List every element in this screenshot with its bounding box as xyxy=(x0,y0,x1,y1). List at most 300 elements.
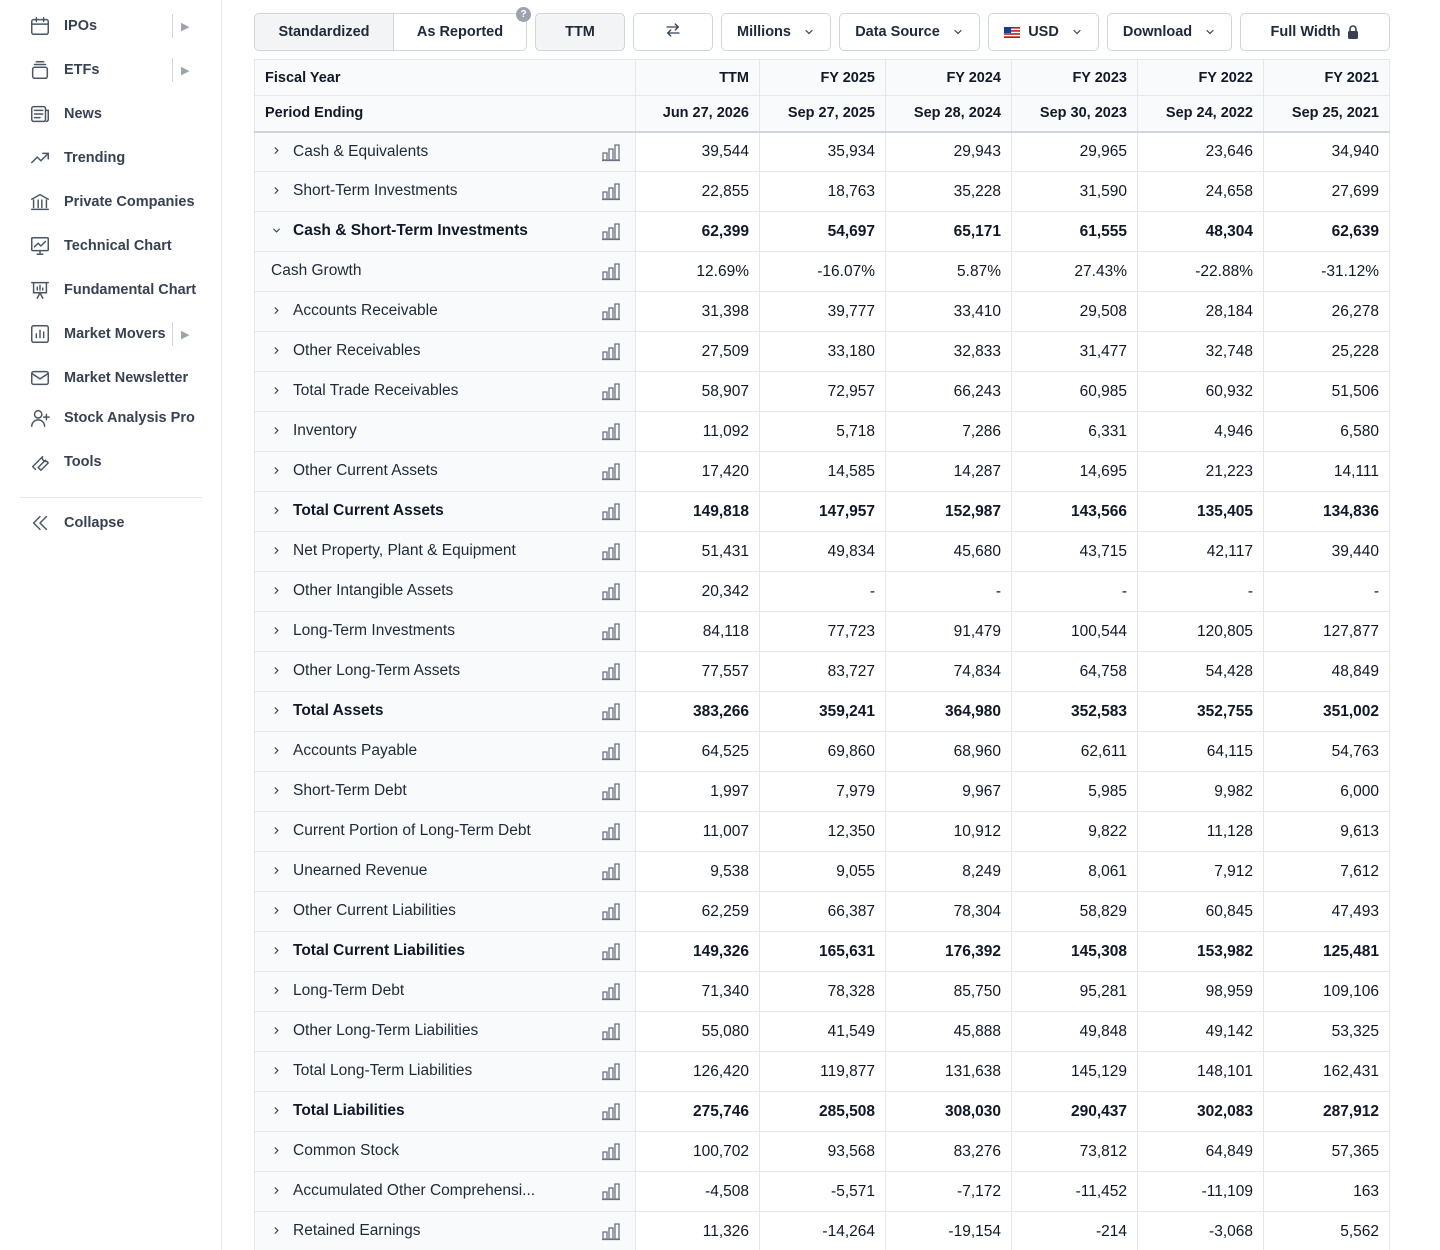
sidebar-item-label: Technical Chart xyxy=(64,238,172,254)
fiscal-year-header: Fiscal Year xyxy=(255,60,636,96)
collapse-label: Collapse xyxy=(64,515,125,531)
help-icon[interactable]: ? xyxy=(516,7,531,22)
row-label: Unearned Revenue xyxy=(293,862,428,880)
units-label: Millions xyxy=(737,24,791,40)
row-label-cell[interactable] xyxy=(255,1092,636,1132)
bar-chart-icon[interactable] xyxy=(601,583,621,601)
row-label-cell[interactable] xyxy=(255,572,636,612)
bar-chart-icon[interactable] xyxy=(601,1143,621,1161)
value-cell: 66,387 xyxy=(760,892,886,932)
chevron-right-icon[interactable] xyxy=(271,944,293,959)
value-cell: 275,746 xyxy=(636,1092,760,1132)
value-cell: 32,748 xyxy=(1138,332,1264,372)
table-row xyxy=(255,372,1390,412)
value-cell: 49,834 xyxy=(760,532,886,572)
row-label: Short-Term Debt xyxy=(293,782,407,800)
row-label-cell[interactable] xyxy=(255,172,636,212)
table-row xyxy=(255,692,1390,732)
value-cell: -3,068 xyxy=(1138,1212,1264,1250)
sidebar-item-label: Fundamental Chart xyxy=(64,282,197,298)
row-label: Total Current Assets xyxy=(293,502,444,520)
chevron-down-icon xyxy=(803,26,815,38)
row-label-cell[interactable] xyxy=(255,1132,636,1172)
bar-chart-icon[interactable] xyxy=(601,903,621,921)
value-cell: 65,171 xyxy=(886,212,1012,252)
value-cell: 64,849 xyxy=(1138,1132,1264,1172)
bar-chart-icon[interactable] xyxy=(601,1223,621,1241)
row-label: Other Intangible Assets xyxy=(293,582,454,600)
chevron-right-icon[interactable] xyxy=(271,1104,293,1119)
currency-dropdown[interactable] xyxy=(988,13,1099,51)
value-cell: 27.43% xyxy=(1012,252,1138,292)
value-cell: - xyxy=(1138,572,1264,612)
data-source-label: Data Source xyxy=(855,24,940,40)
chevron-right-icon[interactable] xyxy=(271,464,293,479)
sidebar-item-news[interactable] xyxy=(28,100,198,128)
value-cell: 42,117 xyxy=(1138,532,1264,572)
value-cell: 9,538 xyxy=(636,852,760,892)
value-cell: 64,115 xyxy=(1138,732,1264,772)
row-label-cell[interactable] xyxy=(255,1172,636,1212)
sidebar-item-label: IPOs xyxy=(64,18,98,34)
row-label: Total Long-Term Liabilities xyxy=(293,1062,473,1080)
value-cell: 93,568 xyxy=(760,1132,886,1172)
wrench-icon xyxy=(28,450,52,474)
value-cell: - xyxy=(886,572,1012,612)
value-cell: 24,658 xyxy=(1138,172,1264,212)
bar-chart-icon[interactable] xyxy=(601,423,621,441)
value-cell: 32,833 xyxy=(886,332,1012,372)
value-cell: 71,340 xyxy=(636,972,760,1012)
row-label-cell[interactable] xyxy=(255,132,636,172)
value-cell: 77,557 xyxy=(636,652,760,692)
table-row xyxy=(255,1132,1390,1172)
value-cell: -4,508 xyxy=(636,1172,760,1212)
sidebar-item-label: Market Newsletter xyxy=(64,370,189,386)
sidebar-item-stock-analysis-pro[interactable] xyxy=(28,404,198,432)
chevron-right-icon[interactable] xyxy=(271,1064,293,1079)
row-label-cell[interactable] xyxy=(255,892,636,932)
value-cell: 78,304 xyxy=(886,892,1012,932)
sidebar-item-technical-chart[interactable] xyxy=(28,232,198,260)
sidebar-item-market-newsletter[interactable] xyxy=(28,364,198,392)
value-cell: 163 xyxy=(1264,1172,1390,1212)
value-cell: 69,860 xyxy=(760,732,886,772)
row-label: Other Long-Term Assets xyxy=(293,662,461,680)
row-label: Short-Term Investments xyxy=(293,182,458,200)
chevron-right-icon[interactable] xyxy=(271,584,293,599)
value-cell: 109,106 xyxy=(1264,972,1390,1012)
sidebar-item-private-companies[interactable] xyxy=(28,188,198,216)
value-cell: - xyxy=(760,572,886,612)
value-cell: 302,083 xyxy=(1138,1092,1264,1132)
bar-chart-icon[interactable] xyxy=(601,1023,621,1041)
chevron-right-icon[interactable] xyxy=(271,984,293,999)
value-cell: 54,763 xyxy=(1264,732,1390,772)
mail-icon xyxy=(28,366,52,390)
row-label: Accumulated Other Comprehensi... xyxy=(293,1182,536,1200)
standardized-button[interactable]: Standardized xyxy=(255,14,394,50)
value-cell: -31.12% xyxy=(1264,252,1390,292)
value-cell: 6,580 xyxy=(1264,412,1390,452)
as-reported-button[interactable]: As Reported xyxy=(416,24,504,40)
table-row xyxy=(255,612,1390,652)
expand-arrow-icon[interactable]: ▶ xyxy=(172,322,189,346)
value-cell: 33,180 xyxy=(760,332,886,372)
sidebar-item-label: Stock Analysis Pro xyxy=(64,410,195,426)
chevron-right-icon[interactable] xyxy=(271,144,293,159)
chevron-right-icon[interactable] xyxy=(271,824,293,839)
value-cell: 5,985 xyxy=(1012,772,1138,812)
column-header-fy: FY 2025 xyxy=(760,60,886,96)
value-cell: 23,646 xyxy=(1138,132,1264,172)
value-cell: 48,304 xyxy=(1138,212,1264,252)
bar-chart-icon[interactable] xyxy=(601,743,621,761)
ttm-button[interactable]: TTM xyxy=(535,13,625,51)
value-cell: 58,829 xyxy=(1012,892,1138,932)
value-cell: 149,326 xyxy=(636,932,760,972)
chevron-right-icon[interactable] xyxy=(271,384,293,399)
value-cell: 14,585 xyxy=(760,452,886,492)
value-cell: 135,405 xyxy=(1138,492,1264,532)
value-cell: 35,228 xyxy=(886,172,1012,212)
value-cell: 7,979 xyxy=(760,772,886,812)
sidebar-item-label: Trending xyxy=(64,150,126,166)
value-cell: 29,965 xyxy=(1012,132,1138,172)
value-cell: 12,350 xyxy=(760,812,886,852)
table-row xyxy=(255,1172,1390,1212)
column-header-period: Sep 30, 2023 xyxy=(1012,96,1138,132)
value-cell: 49,142 xyxy=(1138,1012,1264,1052)
row-label: Accounts Payable xyxy=(293,742,418,760)
chevron-right-icon[interactable] xyxy=(271,864,293,879)
value-cell: 285,508 xyxy=(760,1092,886,1132)
row-label-cell[interactable] xyxy=(255,452,636,492)
data-source-dropdown[interactable] xyxy=(839,13,980,51)
chevron-right-icon[interactable] xyxy=(271,744,293,759)
chevron-right-icon[interactable] xyxy=(271,624,293,639)
value-cell: 351,002 xyxy=(1264,692,1390,732)
statement-type-toggle xyxy=(254,13,527,51)
table-row xyxy=(255,972,1390,1012)
chevron-right-icon[interactable] xyxy=(271,344,293,359)
value-cell: 134,836 xyxy=(1264,492,1390,532)
value-cell: 85,750 xyxy=(886,972,1012,1012)
value-cell: -7,172 xyxy=(886,1172,1012,1212)
value-cell: 25,228 xyxy=(1264,332,1390,372)
row-label-cell[interactable] xyxy=(255,1012,636,1052)
value-cell: 45,888 xyxy=(886,1012,1012,1052)
bar-chart-icon[interactable] xyxy=(601,943,621,961)
value-cell: 51,506 xyxy=(1264,372,1390,412)
swap-arrows-icon xyxy=(664,21,682,43)
row-label-cell[interactable] xyxy=(255,212,636,252)
row-label-cell[interactable] xyxy=(255,732,636,772)
column-header-fy: TTM xyxy=(636,60,760,96)
value-cell: 39,440 xyxy=(1264,532,1390,572)
expand-arrow-icon[interactable]: ▶ xyxy=(172,14,189,38)
value-cell: 31,477 xyxy=(1012,332,1138,372)
value-cell: -11,452 xyxy=(1012,1172,1138,1212)
chevron-right-icon[interactable] xyxy=(271,784,293,799)
bar-chart-icon[interactable] xyxy=(601,383,621,401)
sidebar-item-label: Tools xyxy=(64,454,102,470)
units-dropdown[interactable] xyxy=(721,13,831,51)
row-label: Inventory xyxy=(293,422,357,440)
value-cell: 352,583 xyxy=(1012,692,1138,732)
value-cell: 64,525 xyxy=(636,732,760,772)
table-row xyxy=(255,572,1390,612)
value-cell: 14,287 xyxy=(886,452,1012,492)
full-width-label: Full Width xyxy=(1270,24,1341,40)
chevron-right-icon[interactable] xyxy=(271,1224,293,1239)
bar-chart-icon[interactable] xyxy=(601,623,621,641)
value-cell: 29,508 xyxy=(1012,292,1138,332)
value-cell: 7,286 xyxy=(886,412,1012,452)
chevron-right-icon[interactable] xyxy=(271,1144,293,1159)
value-cell: 9,967 xyxy=(886,772,1012,812)
row-label-cell[interactable] xyxy=(255,412,636,452)
value-cell: 7,612 xyxy=(1264,852,1390,892)
value-cell: 9,822 xyxy=(1012,812,1138,852)
row-label-cell[interactable] xyxy=(255,932,636,972)
row-label-cell[interactable] xyxy=(255,972,636,1012)
bar-chart-icon[interactable] xyxy=(601,783,621,801)
bar-chart-icon[interactable] xyxy=(601,983,621,1001)
bar-chart-icon xyxy=(28,322,52,346)
currency-label: USD xyxy=(1028,24,1059,40)
sidebar-item-tools[interactable] xyxy=(28,448,198,476)
table-row xyxy=(255,892,1390,932)
value-cell: -14,264 xyxy=(760,1212,886,1250)
chevron-right-icon[interactable] xyxy=(271,184,293,199)
value-cell: 147,957 xyxy=(760,492,886,532)
value-cell: 20,342 xyxy=(636,572,760,612)
bar-chart-icon[interactable] xyxy=(601,1063,621,1081)
bar-chart-icon[interactable] xyxy=(601,1103,621,1121)
value-cell: 41,549 xyxy=(760,1012,886,1052)
value-cell: 61,555 xyxy=(1012,212,1138,252)
user-plus-icon xyxy=(28,406,52,430)
chevron-down-icon[interactable] xyxy=(271,224,293,239)
value-cell: 6,000 xyxy=(1264,772,1390,812)
value-cell: 153,982 xyxy=(1138,932,1264,972)
value-cell: 5,562 xyxy=(1264,1212,1390,1250)
bar-chart-icon[interactable] xyxy=(601,144,621,162)
chevron-right-icon[interactable] xyxy=(271,904,293,919)
value-cell: 72,957 xyxy=(760,372,886,412)
value-cell: 364,980 xyxy=(886,692,1012,732)
row-label: Total Trade Receivables xyxy=(293,382,459,400)
value-cell: 176,392 xyxy=(886,932,1012,972)
table-row xyxy=(255,292,1390,332)
row-label: Long-Term Debt xyxy=(293,982,405,1000)
value-cell: 84,118 xyxy=(636,612,760,652)
row-label: Other Receivables xyxy=(293,342,421,360)
value-cell: 162,431 xyxy=(1264,1052,1390,1092)
value-cell: 100,544 xyxy=(1012,612,1138,652)
value-cell: 287,912 xyxy=(1264,1092,1390,1132)
full-width-button[interactable] xyxy=(1240,13,1390,51)
table-row xyxy=(255,932,1390,972)
value-cell: 125,481 xyxy=(1264,932,1390,972)
table-row xyxy=(255,412,1390,452)
bar-chart-icon[interactable] xyxy=(601,223,621,241)
value-cell: 100,702 xyxy=(636,1132,760,1172)
value-cell: 83,727 xyxy=(760,652,886,692)
chevron-right-icon[interactable] xyxy=(271,544,293,559)
table-row xyxy=(255,1012,1390,1052)
row-label-cell[interactable] xyxy=(255,852,636,892)
expand-arrow-icon[interactable]: ▶ xyxy=(172,58,189,82)
value-cell: 57,365 xyxy=(1264,1132,1390,1172)
row-label: Total Assets xyxy=(293,702,384,720)
row-label-cell[interactable] xyxy=(255,292,636,332)
stack-icon xyxy=(28,58,52,82)
column-header-period: Sep 25, 2021 xyxy=(1264,96,1390,132)
double-chevron-left-icon xyxy=(28,511,52,535)
value-cell: 352,755 xyxy=(1138,692,1264,732)
bar-chart-icon[interactable] xyxy=(601,663,621,681)
line-chart-icon xyxy=(28,234,52,258)
chevron-right-icon[interactable] xyxy=(271,424,293,439)
value-cell: 54,697 xyxy=(760,212,886,252)
row-label-cell[interactable] xyxy=(255,652,636,692)
column-header-fy: FY 2022 xyxy=(1138,60,1264,96)
value-cell: 62,639 xyxy=(1264,212,1390,252)
chevron-right-icon[interactable] xyxy=(271,664,293,679)
value-cell: 11,092 xyxy=(636,412,760,452)
row-label: Other Current Liabilities xyxy=(293,902,456,920)
bar-chart-icon[interactable] xyxy=(601,1183,621,1201)
bar-chart-icon[interactable] xyxy=(601,303,621,321)
column-header-period: Sep 28, 2024 xyxy=(886,96,1012,132)
value-cell: - xyxy=(1264,572,1390,612)
table-row xyxy=(255,1212,1390,1250)
bar-chart-icon[interactable] xyxy=(601,343,621,361)
row-label-cell[interactable] xyxy=(255,532,636,572)
swap-columns-button[interactable] xyxy=(633,13,713,51)
chevron-right-icon[interactable] xyxy=(271,704,293,719)
row-label-cell[interactable] xyxy=(255,332,636,372)
sidebar-item-market-movers[interactable] xyxy=(28,320,198,348)
value-cell: 54,428 xyxy=(1138,652,1264,692)
bar-chart-icon[interactable] xyxy=(601,823,621,841)
value-cell: -19,154 xyxy=(886,1212,1012,1250)
value-cell: 60,985 xyxy=(1012,372,1138,412)
bar-chart-icon[interactable] xyxy=(601,263,621,281)
row-label-cell[interactable] xyxy=(255,812,636,852)
column-header-period: Sep 27, 2025 xyxy=(760,96,886,132)
bar-chart-icon[interactable] xyxy=(601,863,621,881)
sidebar-item-ipos[interactable] xyxy=(28,12,198,40)
row-label-cell[interactable] xyxy=(255,1212,636,1250)
value-cell: 27,509 xyxy=(636,332,760,372)
chevron-right-icon[interactable] xyxy=(271,1024,293,1039)
table-row xyxy=(255,1092,1390,1132)
table-row xyxy=(255,452,1390,492)
value-cell: 68,960 xyxy=(886,732,1012,772)
value-cell: 27,699 xyxy=(1264,172,1390,212)
value-cell: 78,328 xyxy=(760,972,886,1012)
trending-icon xyxy=(28,146,52,170)
sidebar xyxy=(0,0,222,1250)
bar-chart-icon[interactable] xyxy=(601,543,621,561)
chevron-right-icon[interactable] xyxy=(271,304,293,319)
value-cell: 308,030 xyxy=(886,1092,1012,1132)
row-label: Retained Earnings xyxy=(293,1222,421,1240)
value-cell: 45,680 xyxy=(886,532,1012,572)
value-cell: 17,420 xyxy=(636,452,760,492)
row-label: Cash & Short-Term Investments xyxy=(293,222,528,240)
sidebar-item-label: News xyxy=(64,106,102,122)
value-cell: 62,259 xyxy=(636,892,760,932)
chevron-down-icon xyxy=(952,26,964,38)
row-label-cell[interactable] xyxy=(255,492,636,532)
value-cell: 49,848 xyxy=(1012,1012,1138,1052)
row-label-cell[interactable] xyxy=(255,1052,636,1092)
chevron-right-icon[interactable] xyxy=(271,1184,293,1199)
column-header-fy: FY 2023 xyxy=(1012,60,1138,96)
sidebar-item-fundamental-chart[interactable] xyxy=(28,276,198,304)
download-dropdown[interactable] xyxy=(1107,13,1232,51)
value-cell: 359,241 xyxy=(760,692,886,732)
value-cell: 152,987 xyxy=(886,492,1012,532)
row-label: Total Liabilities xyxy=(293,1102,405,1120)
value-cell: - xyxy=(1012,572,1138,612)
value-cell: 91,479 xyxy=(886,612,1012,652)
value-cell: 74,834 xyxy=(886,652,1012,692)
sidebar-item-etfs[interactable] xyxy=(28,56,198,84)
sidebar-item-label: ETFs xyxy=(64,62,100,78)
bar-chart-icon[interactable] xyxy=(601,183,621,201)
sidebar-item-trending[interactable] xyxy=(28,144,198,172)
row-label-cell[interactable] xyxy=(255,372,636,412)
table-row xyxy=(255,1052,1390,1092)
value-cell: 165,631 xyxy=(760,932,886,972)
value-cell: 126,420 xyxy=(636,1052,760,1092)
bar-chart-icon[interactable] xyxy=(601,703,621,721)
row-label-cell xyxy=(255,252,636,292)
collapse-button[interactable] xyxy=(28,509,198,537)
period-ending-header: Period Ending xyxy=(255,96,636,132)
value-cell: 64,758 xyxy=(1012,652,1138,692)
value-cell: 145,308 xyxy=(1012,932,1138,972)
value-cell: 8,061 xyxy=(1012,852,1138,892)
row-label-cell[interactable] xyxy=(255,772,636,812)
value-cell: 14,111 xyxy=(1264,452,1390,492)
presentation-chart-icon xyxy=(28,278,52,302)
value-cell: 4,946 xyxy=(1138,412,1264,452)
value-cell: 83,276 xyxy=(886,1132,1012,1172)
sidebar-item-label: Private Companies xyxy=(64,194,195,210)
value-cell: 31,398 xyxy=(636,292,760,332)
row-label: Net Property, Plant & Equipment xyxy=(293,542,516,560)
bar-chart-icon[interactable] xyxy=(601,463,621,481)
value-cell: 149,818 xyxy=(636,492,760,532)
calendar-icon xyxy=(28,14,52,38)
bar-chart-icon[interactable] xyxy=(601,503,621,521)
row-label-cell[interactable] xyxy=(255,612,636,652)
value-cell: 35,934 xyxy=(760,132,886,172)
value-cell: 48,849 xyxy=(1264,652,1390,692)
value-cell: 60,845 xyxy=(1138,892,1264,932)
chevron-right-icon[interactable] xyxy=(271,504,293,519)
row-label-cell[interactable] xyxy=(255,692,636,732)
table-row xyxy=(255,492,1390,532)
table-row xyxy=(255,652,1390,692)
column-header-period: Jun 27, 2026 xyxy=(636,96,760,132)
